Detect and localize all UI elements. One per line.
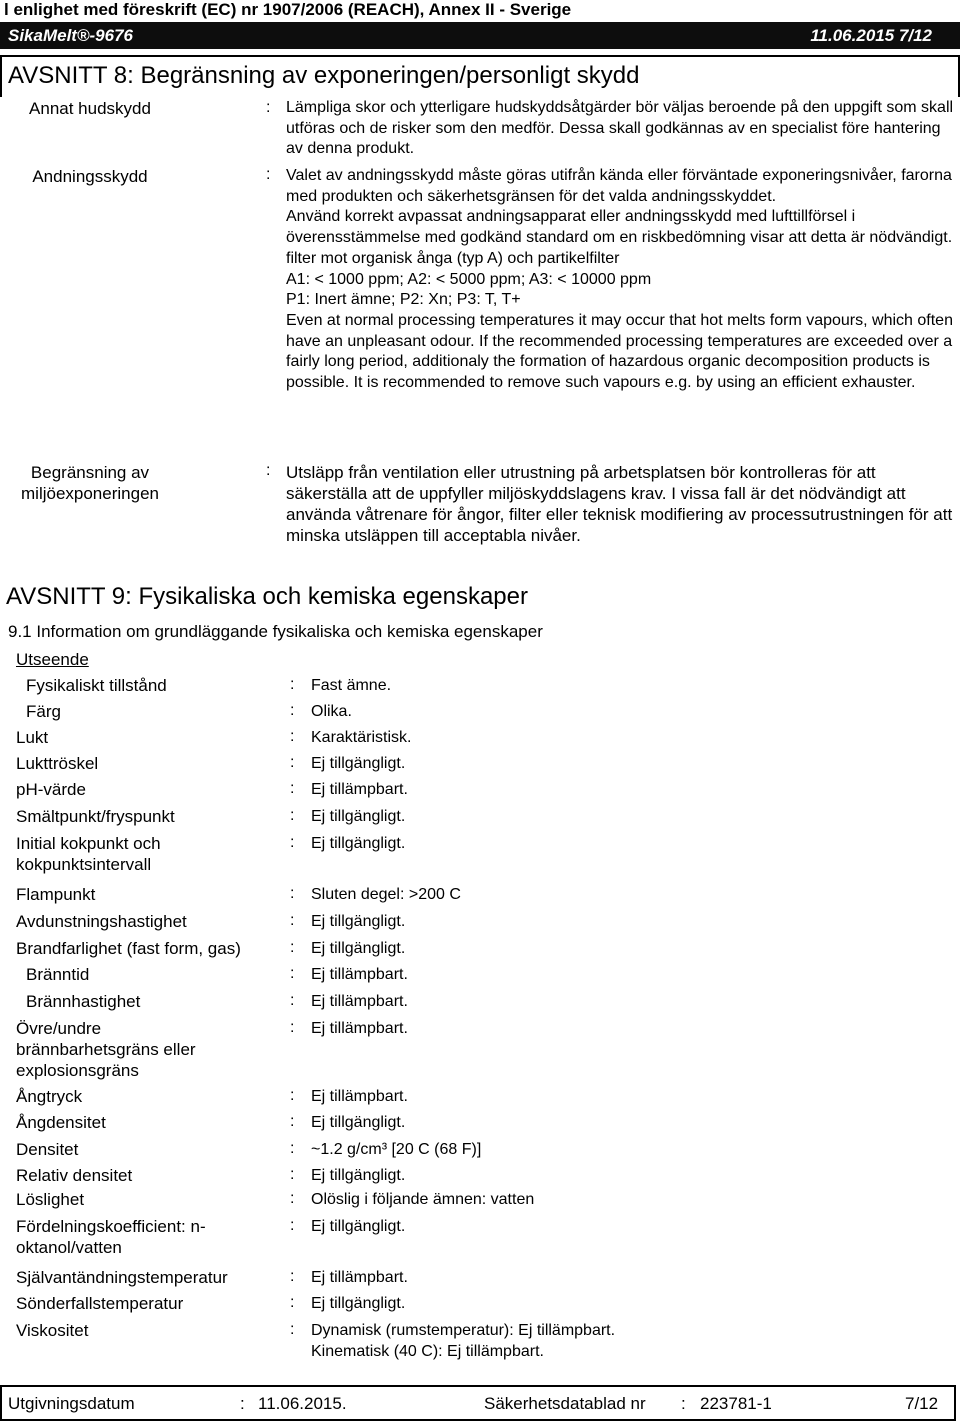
issue-date-label: Utgivningsdatum	[8, 1394, 135, 1413]
colon: :	[290, 1217, 295, 1234]
prop-label: Fysikaliskt tillstånd	[26, 676, 167, 695]
andningsskydd-line: P1: Inert ämne; P2: Xn; P3: T, T+	[286, 291, 521, 309]
colon: :	[290, 992, 295, 1009]
colon: :	[290, 1113, 295, 1130]
label-andningsskydd: Andningsskydd	[32, 167, 148, 186]
prop-label: Bränntid	[26, 965, 90, 984]
colon: :	[290, 1268, 295, 1285]
colon: :	[266, 462, 271, 479]
text-andningsskydd	[286, 166, 956, 394]
label-annat-hudskydd: Annat hudskydd	[29, 99, 151, 118]
andningsskydd-line: Använd korrekt avpassat andningsapparat eller andningsskydd med lufttillförsel i överensstämmelse med godkänd standard om en riskbedömning visar att detta är nödvändigt.	[286, 208, 953, 247]
colon: :	[290, 676, 295, 693]
prop-value: Dynamisk (rumstemperatur): Ej tillämpbart.	[311, 1322, 616, 1339]
andningsskydd-line: filter mot organisk ånga (typ A) och partikelfilter	[286, 249, 620, 267]
prop-value: Ej tillgängligt.	[311, 913, 406, 930]
prop-value: Ej tillämpbart.	[311, 781, 408, 798]
prop-label: Självantändningstemperatur	[16, 1268, 228, 1287]
text-miljoexponeringen: Utsläpp från ventilation eller utrustning på arbetsplatsen bör kontrolleras för att säkerställa att de uppfyller miljöskyddslagens krav. I vissa fall är det nödvändigt att använda våtrenare för ångor, filter eller teknisk modifiering av processutrustningen för att minska utsläppen till acceptabla nivåer.	[286, 463, 953, 545]
prop-label: Brännhastighet	[26, 992, 141, 1011]
prop-label: Lukttröskel	[16, 754, 99, 773]
prop-label: Löslighet	[16, 1190, 85, 1209]
sds-number: 223781-1	[700, 1394, 772, 1413]
prop-value: Karaktäristisk.	[311, 729, 412, 746]
colon: :	[290, 754, 295, 771]
prop-value-line2: Kinematisk (40 C): Ej tillämpbart.	[311, 1343, 544, 1360]
prop-value: Fast ämne.	[311, 677, 392, 694]
andningsskydd-line: Valet av andningsskydd måste göras utifrån kända eller förväntade exponeringsnivåer, farorna med produkten och säkerhetsgränsen för det valda andningsskyddet.	[286, 167, 952, 205]
section8-heading: AVSNITT 8: Begränsning av exponeringen/personligt skydd	[8, 62, 640, 89]
sds-label: Säkerhetsdatablad nr	[484, 1394, 646, 1413]
footer	[0, 1385, 956, 1421]
prop-value: Olika.	[311, 703, 352, 720]
andningsskydd-line: A1: < 1000 ppm; A2: < 5000 ppm; A3: < 10000 ppm	[286, 270, 652, 288]
prop-value: Ej tillgängligt.	[311, 1295, 406, 1312]
prop-value: Ej tillämpbart.	[311, 1020, 408, 1037]
colon: :	[266, 99, 271, 116]
prop-label: Övre/undre brännbarhetsgräns eller explosionsgräns	[16, 1019, 196, 1080]
colon: :	[240, 1394, 245, 1413]
colon: :	[290, 885, 295, 902]
footer-page: 7/12	[905, 1394, 939, 1413]
product-name: SikaMelt®-9676	[8, 26, 133, 45]
prop-value: Ej tillgängligt.	[311, 1114, 406, 1131]
colon: :	[290, 702, 295, 719]
text-annat-hudskydd: Lämpliga skor och ytterligare hudskyddsåtgärder bör väljas beroende på den uppgift som skall utföras och de risker som den medför. Dessa skall godkännas av en specialist före hantering av denna produkt.	[286, 99, 954, 158]
colon: :	[290, 1140, 295, 1157]
section9-heading: AVSNITT 9: Fysikaliska och kemiska egenskaper	[6, 583, 528, 610]
prop-value: Ej tillgängligt.	[311, 755, 406, 772]
prop-value: Ej tillgängligt.	[311, 1218, 406, 1235]
colon: :	[290, 1321, 295, 1338]
header-date-page: 11.06.2015 7/12	[810, 26, 932, 45]
prop-label: Lukt	[16, 728, 49, 747]
prop-label: Initial kokpunkt och kokpunktsintervall	[16, 834, 161, 874]
section9-subheading: 9.1 Information om grundläggande fysikaliska och kemiska egenskaper	[8, 622, 543, 641]
prop-label: Ångdensitet	[16, 1113, 106, 1132]
issue-date: 11.06.2015.	[258, 1394, 347, 1413]
prop-label: Fördelningskoefficient: n-oktanol/vatten	[16, 1217, 206, 1257]
prop-value: Ej tillgängligt.	[311, 835, 406, 852]
prop-label: Smältpunkt/fryspunkt	[16, 807, 175, 826]
prop-label: Färg	[26, 702, 61, 721]
colon: :	[290, 780, 295, 797]
prop-value: Ej tillgängligt.	[311, 1167, 406, 1184]
prop-label: Viskositet	[16, 1321, 89, 1340]
colon: :	[290, 1087, 295, 1104]
prop-value: Ej tillämpbart.	[311, 993, 408, 1010]
colon: :	[290, 1166, 295, 1183]
prop-label: Relativ densitet	[16, 1166, 133, 1185]
prop-label: Avdunstningshastighet	[16, 912, 187, 931]
colon: :	[290, 807, 295, 824]
prop-value: Ej tillämpbart.	[311, 1269, 408, 1286]
colon: :	[290, 965, 295, 982]
prop-label: Sönderfallstemperatur	[16, 1294, 184, 1313]
prop-value: ~1.2 g/cm³ [20 C (68 F)]	[311, 1141, 482, 1158]
prop-value: Ej tillgängligt.	[311, 940, 406, 957]
prop-label: Ångtryck	[16, 1087, 83, 1106]
prop-value: Ej tillgängligt.	[311, 808, 406, 825]
prop-label: pH-värde	[16, 780, 86, 799]
prop-label: Brandfarlighet (fast form, gas)	[16, 939, 241, 958]
prop-value: Sluten degel: >200 C	[311, 886, 461, 903]
colon: :	[266, 166, 271, 183]
prop-value: Ej tillämpbart.	[311, 966, 408, 983]
product-bar	[0, 22, 960, 49]
andningsskydd-line: Even at normal processing temperatures it may occur that hot melts form vapours, which often have an unpleasant odour. If the recommended processing temperatures are exceeded over a fairly long period, additionaly the formation of hazardous organic decomposition products is possible. It is recommended to remove such vapours e.g. by using an efficient exhauster.	[286, 311, 953, 392]
prop-label: Flampunkt	[16, 885, 96, 904]
colon: :	[290, 1294, 295, 1311]
colon: :	[290, 939, 295, 956]
document-title: l enlighet med föreskrift (EC) nr 1907/2006 (REACH), Annex II - Sverige	[4, 0, 572, 19]
utseende-heading: Utseende	[16, 650, 89, 669]
colon: :	[290, 1019, 295, 1036]
colon: :	[290, 834, 295, 851]
label-miljoexponeringen: Begränsning av miljöexponeringen	[21, 463, 159, 503]
colon: :	[290, 1190, 295, 1207]
colon: :	[290, 728, 295, 745]
colon: :	[681, 1394, 686, 1413]
prop-value: Olöslig i följande ämnen: vatten	[311, 1191, 535, 1208]
prop-value: Ej tillämpbart.	[311, 1088, 408, 1105]
prop-label: Densitet	[16, 1140, 79, 1159]
colon: :	[290, 912, 295, 929]
